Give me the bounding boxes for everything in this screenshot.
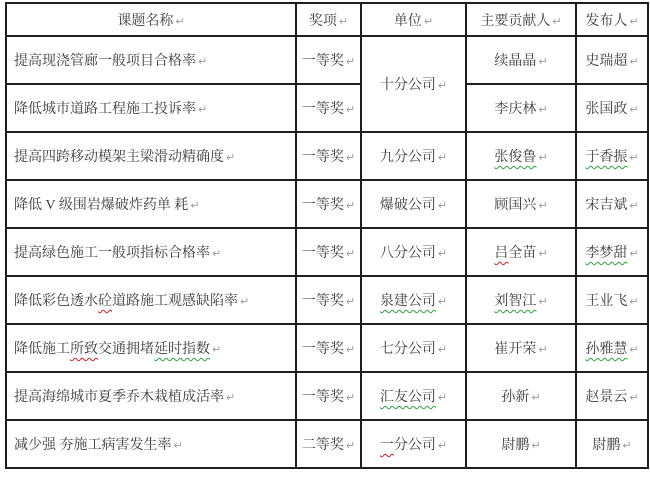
paragraph-mark: ↵ bbox=[198, 55, 208, 68]
cell-text-segment: 史瑞超 bbox=[585, 54, 628, 69]
cell-unit bbox=[361, 324, 466, 372]
cell-text-segment: 爆破公司 bbox=[379, 198, 436, 213]
cell-text-segment: 汇友公司 bbox=[379, 390, 436, 405]
cell-text-segment: 一等奖 bbox=[301, 54, 344, 69]
cell-text-segment: 宋吉斌 bbox=[585, 198, 628, 213]
cell-text-segment: 刘智江 bbox=[494, 294, 537, 309]
cell-award bbox=[296, 276, 361, 324]
paragraph-mark: ↵ bbox=[345, 295, 356, 308]
cell-title bbox=[6, 420, 296, 468]
cell-text-segment: 降低施工 bbox=[14, 342, 70, 357]
cell-publisher bbox=[576, 420, 648, 468]
paragraph-mark: ↵ bbox=[345, 343, 356, 356]
cell-publisher bbox=[576, 84, 648, 132]
header-award-label: 奖项 bbox=[308, 13, 337, 29]
cell-text-segment: 二等奖 bbox=[301, 438, 344, 453]
paragraph-mark: ↵ bbox=[538, 199, 548, 212]
cell-text-segment: 赵景云 bbox=[585, 390, 628, 405]
cell-text-segment: 分公司 bbox=[393, 438, 436, 453]
cell-award bbox=[296, 372, 361, 420]
paragraph-mark: ↵ bbox=[226, 151, 236, 164]
cell-contributor bbox=[466, 228, 576, 276]
cell-contributor bbox=[466, 36, 576, 84]
table-row bbox=[6, 324, 648, 372]
cell-contributor bbox=[466, 276, 576, 324]
paragraph-mark: ↵ bbox=[198, 103, 208, 116]
cell-text-segment: 降低城市道路工程施工投诉率 bbox=[14, 102, 196, 117]
cell-title bbox=[6, 324, 296, 372]
cell-text-segment: 降低彩色透水 bbox=[14, 294, 98, 309]
cell-contributor bbox=[466, 84, 576, 132]
cell-text-segment: 砼 bbox=[98, 294, 112, 309]
cell-text-segment: 孙新 bbox=[501, 390, 530, 405]
paragraph-mark: ↵ bbox=[345, 151, 356, 164]
paragraph-mark: ↵ bbox=[212, 247, 222, 260]
table-row bbox=[6, 132, 648, 180]
cell-text-segment: 王业飞 bbox=[585, 294, 628, 309]
cell-unit bbox=[361, 276, 466, 324]
cell-text-segment: 尉鹏 bbox=[501, 438, 530, 453]
paragraph-mark: ↵ bbox=[437, 343, 448, 356]
cell-publisher bbox=[576, 180, 648, 228]
paragraph-mark: ↵ bbox=[345, 439, 356, 452]
award-table bbox=[5, 2, 649, 469]
header-contributor bbox=[466, 3, 576, 36]
paragraph-mark: ↵ bbox=[629, 199, 639, 212]
cell-text-segment: 提高四跨移动模架主梁滑动精确度 bbox=[14, 150, 224, 165]
cell-publisher bbox=[576, 228, 648, 276]
paragraph-mark: ↵ bbox=[345, 55, 356, 68]
paragraph-mark: ↵ bbox=[240, 295, 250, 308]
cell-award bbox=[296, 36, 361, 84]
cell-unit bbox=[361, 420, 466, 468]
table-row bbox=[6, 420, 648, 468]
cell-text-segment: 一等奖 bbox=[301, 246, 344, 261]
cell-text-segment: 一 bbox=[379, 438, 394, 453]
cell-text-segment: 一等奖 bbox=[301, 342, 344, 357]
table-row bbox=[6, 228, 648, 276]
cell-contributor bbox=[466, 420, 576, 468]
cell-text-segment: 孙雅慧 bbox=[585, 342, 628, 357]
paragraph-mark: ↵ bbox=[629, 14, 639, 28]
paragraph-mark: ↵ bbox=[423, 14, 434, 28]
cell-text-segment: 李梦甜 bbox=[585, 246, 628, 261]
paragraph-mark: ↵ bbox=[538, 295, 548, 308]
paragraph-mark: ↵ bbox=[437, 79, 448, 92]
paragraph-mark: ↵ bbox=[629, 343, 639, 356]
cell-text-segment: 一等奖 bbox=[301, 150, 344, 165]
header-unit bbox=[361, 3, 466, 36]
table-row bbox=[6, 276, 648, 324]
cell-text-segment: 全苗 bbox=[508, 246, 537, 261]
cell-text-segment: 泉建公司 bbox=[379, 294, 436, 309]
cell-publisher bbox=[576, 276, 648, 324]
cell-unit bbox=[361, 36, 466, 132]
cell-award bbox=[296, 132, 361, 180]
cell-award bbox=[296, 324, 361, 372]
cell-text-segment: 提高绿色施工一般项指标合格率 bbox=[14, 246, 210, 261]
paragraph-mark: ↵ bbox=[345, 391, 356, 404]
header-topic-label: 课题名称 bbox=[117, 13, 174, 29]
paragraph-mark: ↵ bbox=[338, 14, 349, 28]
cell-text-segment: 提高现浇管廊一般项目合格率 bbox=[14, 54, 196, 69]
paragraph-mark: ↵ bbox=[212, 343, 222, 356]
paragraph-mark: ↵ bbox=[538, 103, 548, 116]
cell-contributor bbox=[466, 324, 576, 372]
cell-text-segment: 延时指数 bbox=[154, 342, 210, 357]
cell-title bbox=[6, 36, 296, 84]
table-row bbox=[6, 36, 648, 84]
paragraph-mark: ↵ bbox=[629, 151, 639, 164]
paragraph-mark: ↵ bbox=[226, 391, 236, 404]
paragraph-mark: ↵ bbox=[538, 343, 548, 356]
paragraph-mark: ↵ bbox=[437, 439, 448, 452]
cell-publisher bbox=[576, 372, 648, 420]
cell-text-segment: 张国政 bbox=[585, 102, 628, 117]
cell-title bbox=[6, 276, 296, 324]
paragraph-mark: ↵ bbox=[629, 295, 639, 308]
cell-unit bbox=[361, 132, 466, 180]
table-row bbox=[6, 180, 648, 228]
header-row bbox=[6, 3, 648, 36]
paragraph-mark: ↵ bbox=[437, 151, 448, 164]
header-topic bbox=[6, 3, 296, 36]
cell-award bbox=[296, 420, 361, 468]
cell-contributor bbox=[466, 132, 576, 180]
paragraph-mark: ↵ bbox=[629, 391, 639, 404]
cell-text-segment: 续晶晶 bbox=[494, 54, 537, 69]
paragraph-mark: ↵ bbox=[552, 14, 562, 28]
cell-text-segment: 降低 V 级围岩爆破炸药单 耗 bbox=[14, 198, 189, 213]
paragraph-mark: ↵ bbox=[622, 439, 632, 452]
paragraph-mark: ↵ bbox=[345, 247, 356, 260]
paragraph-mark: ↵ bbox=[538, 151, 548, 164]
cell-text-segment: 一等奖 bbox=[301, 102, 344, 117]
table-row bbox=[6, 84, 648, 132]
paragraph-mark: ↵ bbox=[345, 199, 356, 212]
cell-publisher bbox=[576, 36, 648, 84]
paragraph-mark: ↵ bbox=[629, 247, 639, 260]
cell-text-segment: 顾国兴 bbox=[494, 198, 537, 213]
cell-text-segment: 于香振 bbox=[585, 150, 628, 165]
paragraph-mark: ↵ bbox=[531, 439, 541, 452]
header-publisher-label: 发布人 bbox=[585, 13, 628, 29]
cell-text-segment: 提高海绵城市夏季乔木栽植成活率 bbox=[14, 390, 224, 405]
header-award bbox=[296, 3, 361, 36]
cell-text-segment: 减少强 夯施工病害发生率 bbox=[14, 438, 172, 453]
table-row bbox=[6, 372, 648, 420]
cell-award bbox=[296, 228, 361, 276]
paragraph-mark: ↵ bbox=[531, 391, 541, 404]
cell-unit bbox=[361, 180, 466, 228]
cell-text-segment: 十分公司 bbox=[379, 78, 436, 93]
cell-contributor bbox=[466, 372, 576, 420]
paragraph-mark: ↵ bbox=[538, 247, 548, 260]
cell-text-segment: 交通拥堵 bbox=[98, 342, 154, 357]
cell-title bbox=[6, 180, 296, 228]
paragraph-mark: ↵ bbox=[437, 391, 448, 404]
cell-unit bbox=[361, 228, 466, 276]
cell-title bbox=[6, 132, 296, 180]
paragraph-mark: ↵ bbox=[190, 199, 200, 212]
cell-unit bbox=[361, 372, 466, 420]
cell-award bbox=[296, 84, 361, 132]
table-body bbox=[6, 36, 648, 468]
cell-publisher bbox=[576, 324, 648, 372]
paragraph-mark: ↵ bbox=[629, 103, 639, 116]
cell-text-segment: 道路施工观感缺陷率 bbox=[112, 294, 238, 309]
header-contributor-label: 主要贡献人 bbox=[480, 13, 551, 29]
cell-text-segment: 九分公司 bbox=[379, 150, 436, 165]
cell-award bbox=[296, 180, 361, 228]
paragraph-mark: ↵ bbox=[437, 295, 448, 308]
paragraph-mark: ↵ bbox=[538, 55, 548, 68]
paragraph-mark: ↵ bbox=[437, 199, 448, 212]
cell-text-segment: 吕 bbox=[494, 246, 509, 261]
cell-text-segment: 七分公司 bbox=[379, 342, 436, 357]
paragraph-mark: ↵ bbox=[629, 55, 639, 68]
cell-text-segment: 崔开荣 bbox=[494, 342, 537, 357]
cell-title bbox=[6, 228, 296, 276]
header-unit-label: 单位 bbox=[393, 13, 422, 29]
cell-text-segment: 一等奖 bbox=[301, 198, 344, 213]
cell-contributor bbox=[466, 180, 576, 228]
cell-text-segment: 八分公司 bbox=[379, 246, 436, 261]
cell-title bbox=[6, 84, 296, 132]
paragraph-mark: ↵ bbox=[345, 103, 356, 116]
cell-text-segment: 一等奖 bbox=[301, 390, 344, 405]
cell-text-segment: 李庆林 bbox=[494, 102, 537, 117]
cell-text-segment: 所致 bbox=[70, 342, 98, 357]
paragraph-mark: ↵ bbox=[173, 439, 183, 452]
paragraph-mark: ↵ bbox=[175, 14, 185, 28]
cell-text-segment: 张俊鲁 bbox=[494, 150, 537, 165]
cell-text-segment: 尉鹏 bbox=[592, 438, 621, 453]
cell-title bbox=[6, 372, 296, 420]
paragraph-mark: ↵ bbox=[437, 247, 448, 260]
cell-publisher bbox=[576, 132, 648, 180]
cell-text-segment: 一等奖 bbox=[301, 294, 344, 309]
header-publisher bbox=[576, 3, 648, 36]
